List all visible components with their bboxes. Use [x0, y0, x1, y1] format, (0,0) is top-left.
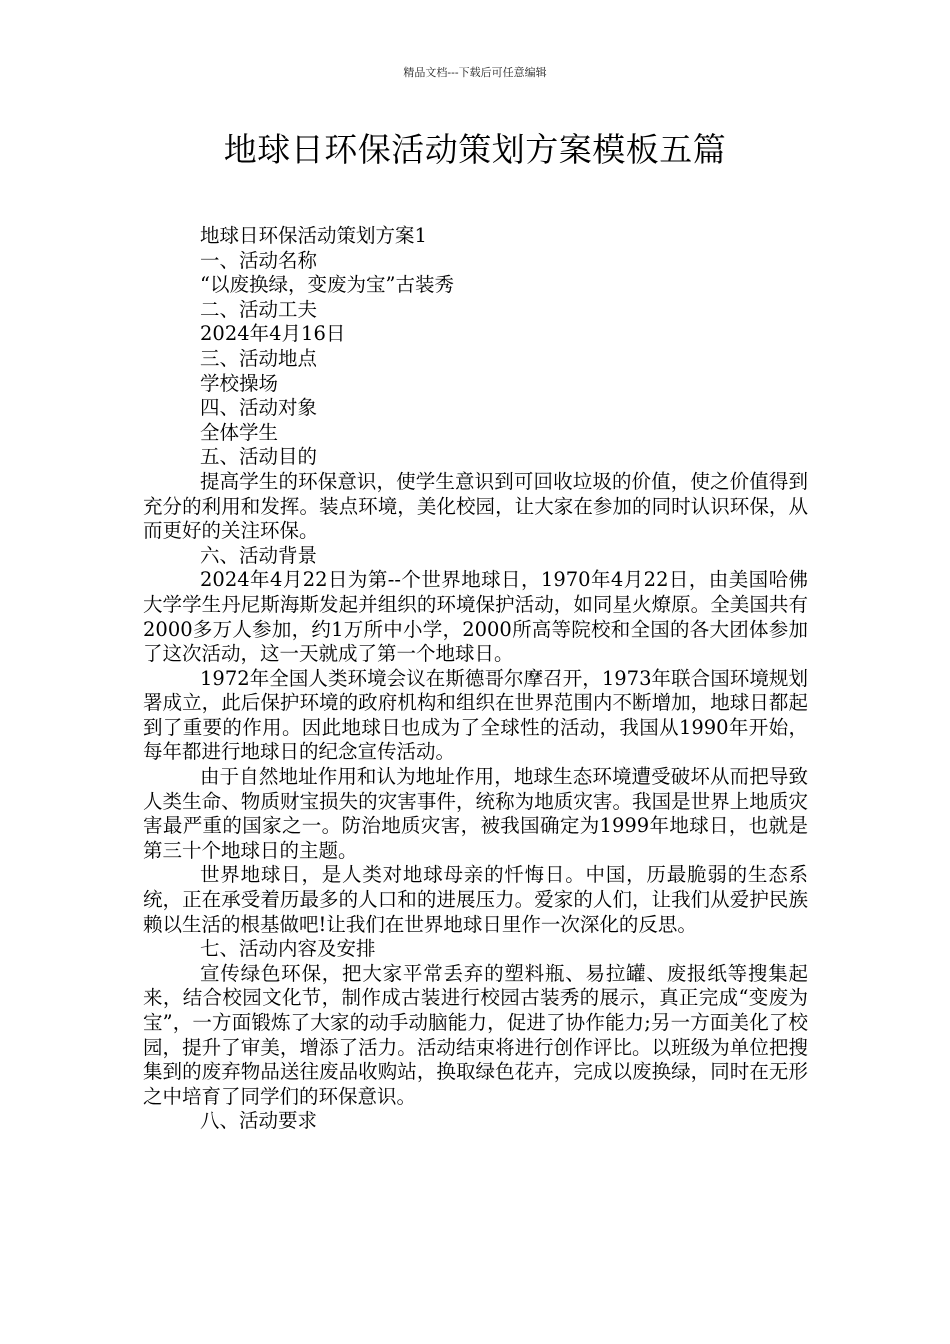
heading-activity-purpose: 五、活动目的	[200, 445, 318, 469]
heading-activity-location: 三、活动地点	[200, 346, 318, 370]
activity-audience-text: 全体学生	[200, 420, 279, 444]
heading-activity-background: 六、活动背景	[200, 543, 318, 567]
paragraph-purpose: 提高学生的环保意识，使学生意识到可回收垃圾的价值，使之价值得到充分的利用和发挥。装点环境，美化校园，让大家在参加的同时认识环保，从而更好的关注环保。	[143, 469, 808, 543]
page-header-note: 精品文档---下载后可任意编辑	[403, 66, 547, 79]
heading-activity-audience: 四、活动对象	[200, 396, 318, 420]
plan-subtitle: 地球日环保活动策划方案1	[200, 224, 427, 247]
paragraph-background-3: 由于自然地址作用和认为地址作用，地球生态环境遭受破坏从而把导致人类生命、物质财宝损失的灾害事件，统称为地质灾害。我国是世界上地质灾害最严重的国家之一。防治地质灾害，被我国确定为1999年地球日，也就是第三十个地球日的主题。	[143, 765, 808, 862]
paragraph-background-1: 2024年4月22日为第--个世界地球日，1970年4月22日，由美国哈佛大学学生丹尼斯海斯发起并组织的环境保护活动，如同星火燎原。全美国共有2000多万人参加，约1万所中小学，2000所高等院校和全国的各大团体参加了这次活动，这一天就成了第一个地球日。	[143, 568, 808, 666]
heading-activity-time: 二、活动工夫	[200, 297, 318, 321]
activity-name-text: “以废换绿，变废为宝”古装秀	[200, 273, 454, 297]
heading-activity-content: 七、活动内容及安排	[200, 937, 376, 961]
heading-activity-requirements: 八、活动要求	[200, 1109, 318, 1133]
paragraph-background-2: 1972年全国人类环境会议在斯德哥尔摩召开，1973年联合国环境规划署成立，此后保护环境的政府机构和组织在世界范围内不断增加，地球日都起到了重要的作用。因此地球日也成为了全球性的活动，我国从1990年开始，每年都进行地球日的纪念宣传活动。	[143, 666, 808, 764]
document-title: 地球日环保活动策划方案模板五篇	[223, 130, 727, 169]
document-body	[143, 224, 808, 1134]
paragraph-content: 宣传绿色环保，把大家平常丢弃的塑料瓶、易拉罐、废报纸等搜集起来，结合校园文化节，制作成古装进行校园古装秀的展示，真正完成“变废为宝”，一方面锻炼了大家的动手动脑能力，促进了协作能力;另一方面美化了校园，提升了审美，增添了活力。活动结束将进行创作评比。以班级为单位把搜集到的废弃物品送往废品收购站，换取绿色花卉，完成以废换绿，同时在无形之中培育了同学们的环保意识。	[143, 961, 808, 1108]
activity-time-text: 2024年4月16日	[200, 322, 346, 346]
heading-activity-name: 一、活动名称	[200, 248, 318, 272]
paragraph-background-4: 世界地球日，是人类对地球母亲的忏悔日。中国，历最脆弱的生态系统，正在承受着历最多的人口和的进展压力。爱家的人们，让我们从爱护民族赖以生活的根基做吧!让我们在世界地球日里作一次深化的反思。	[143, 863, 808, 936]
activity-location-text: 学校操场	[200, 371, 279, 395]
